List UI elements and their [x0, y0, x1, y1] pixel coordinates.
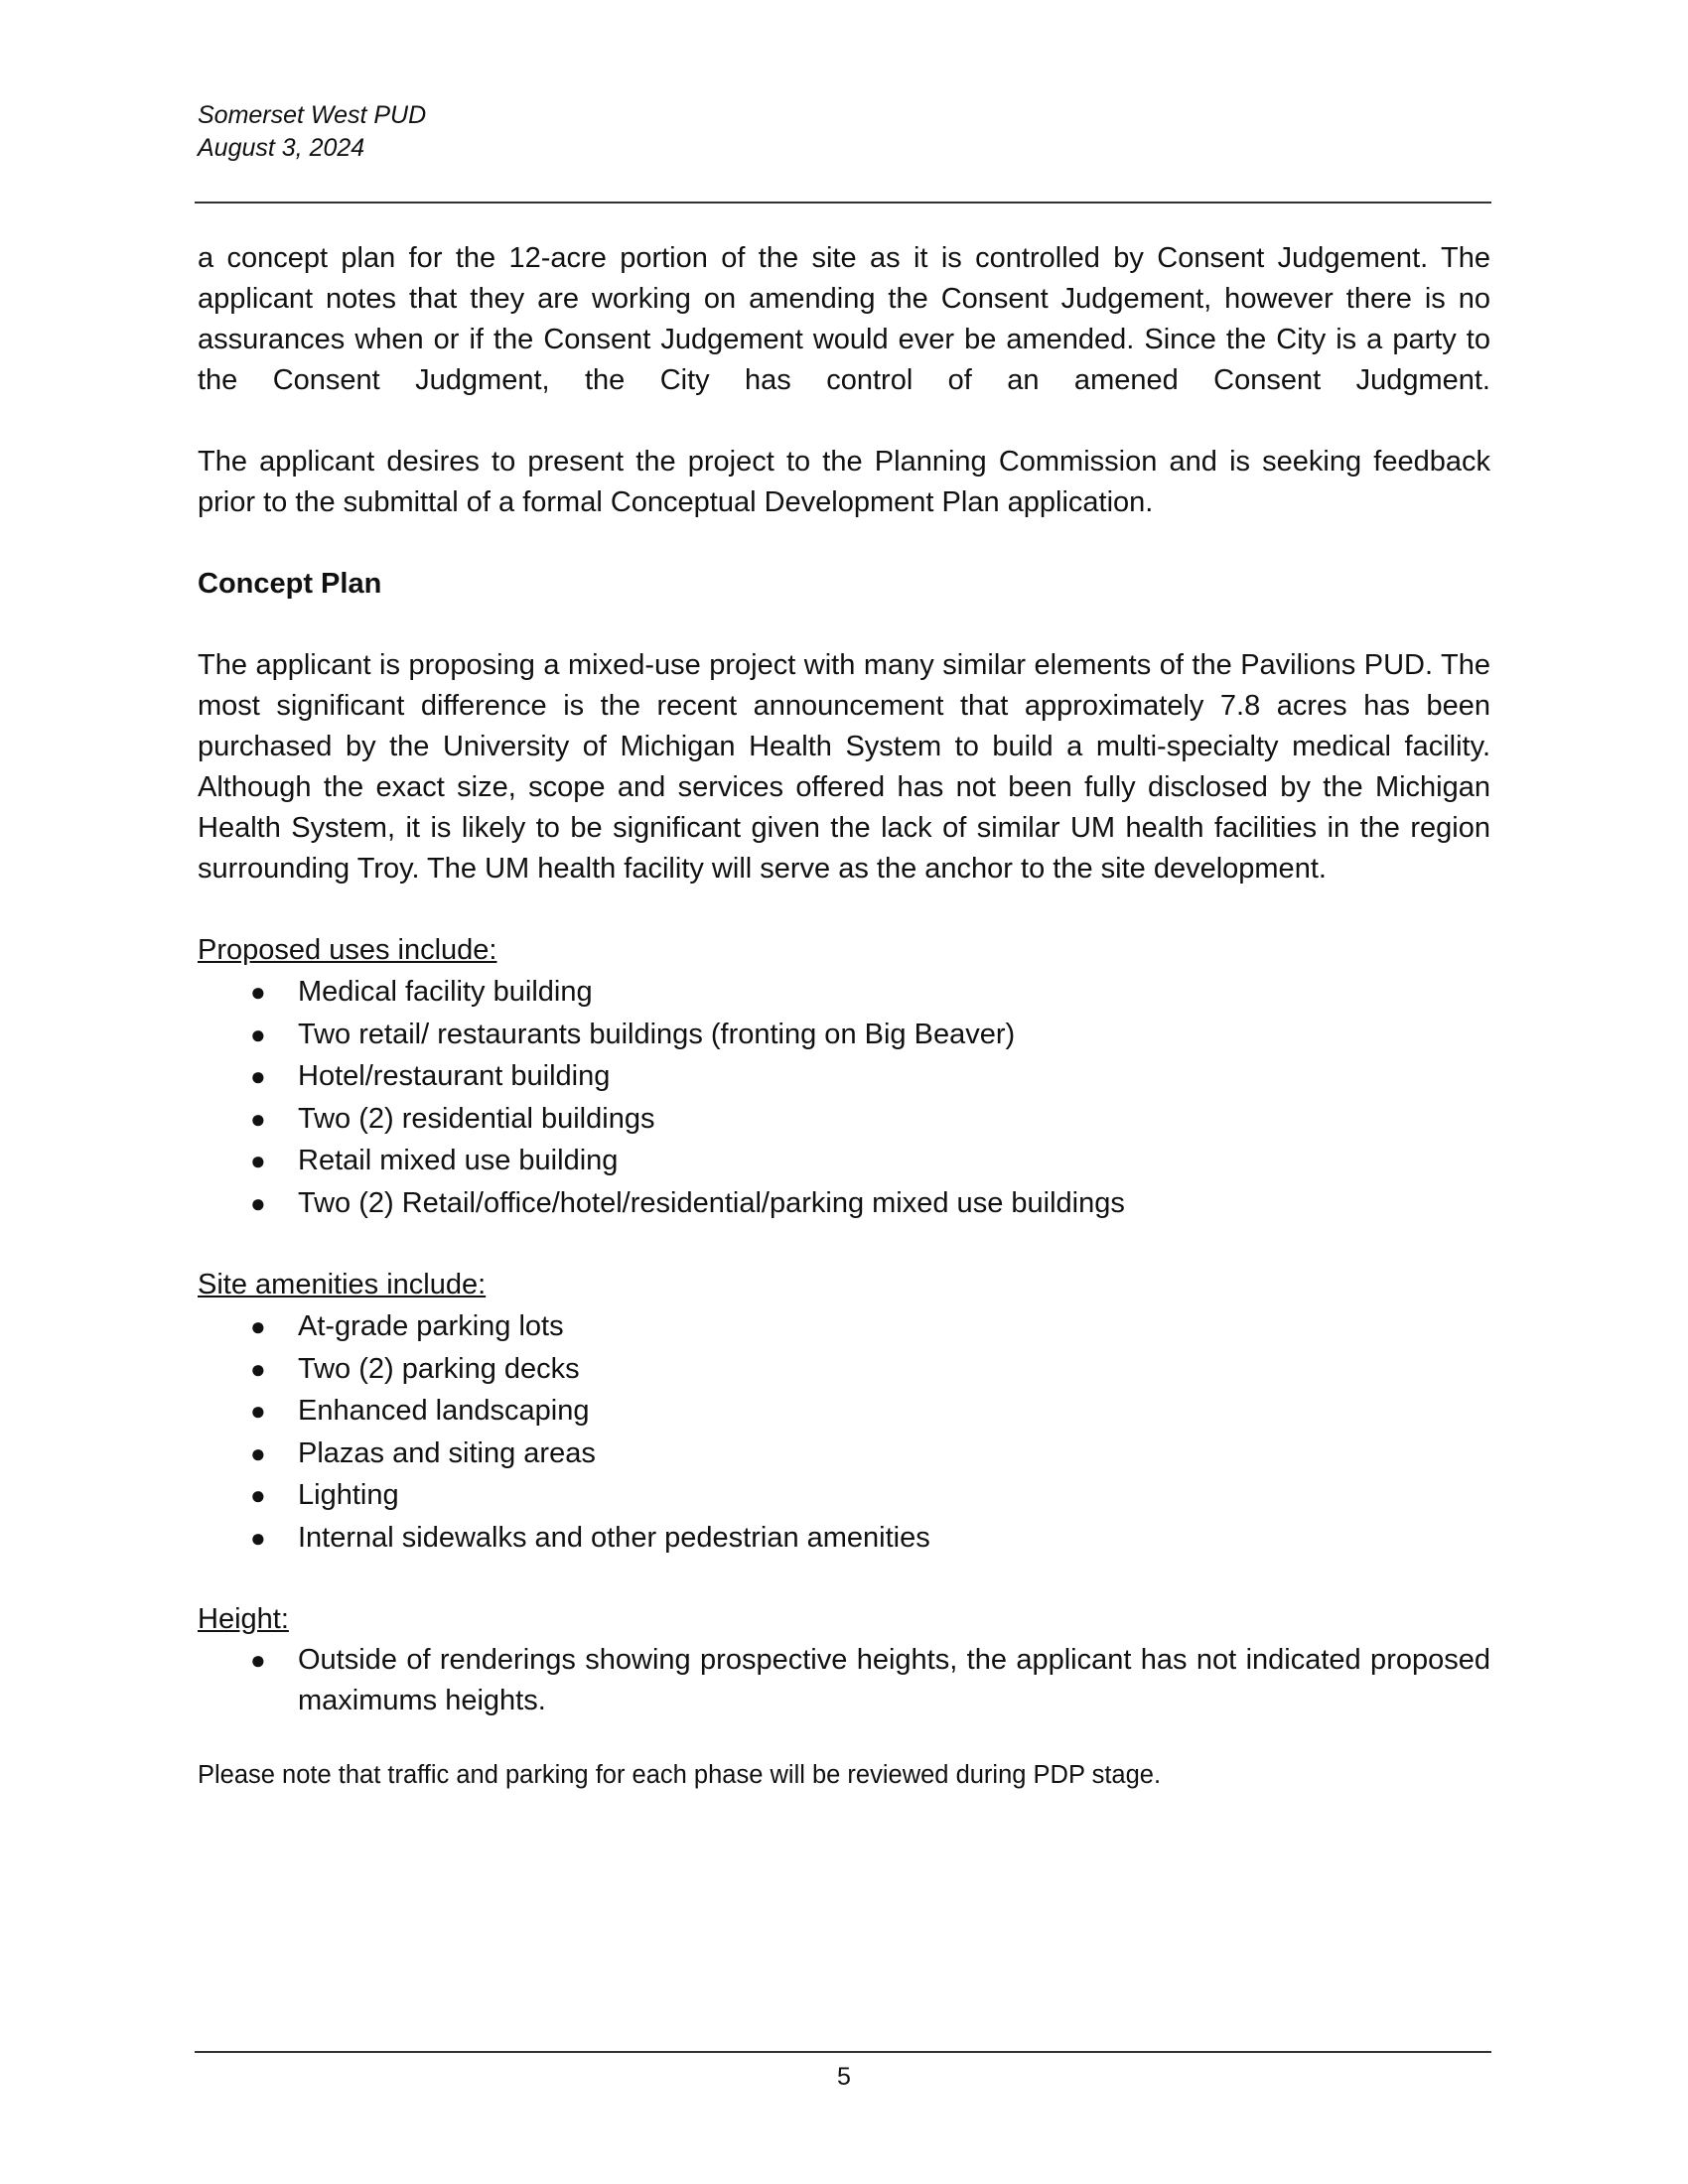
- bullet-icon: ●: [250, 1311, 266, 1341]
- site-amenities-label: Site amenities include:: [198, 1269, 487, 1300]
- list-item: [198, 1517, 1490, 1560]
- list-item: [198, 1140, 1490, 1182]
- list-item: [198, 1390, 1490, 1433]
- site-amenities-list: [198, 1305, 1490, 1559]
- list-item: [198, 1055, 1490, 1098]
- list-item: [198, 1348, 1490, 1391]
- list-item: [198, 1640, 1490, 1721]
- bullet-icon: ●: [250, 1187, 266, 1218]
- list-item: [198, 1433, 1490, 1475]
- bullet-icon: ●: [250, 1396, 266, 1426]
- paragraph-planning-commission: The applicant desires to present the project to the Planning Commission and is seeking feedback prior to the submittal of a formal Conceptual Development Plan application.: [198, 446, 1490, 518]
- header-project-name: Somerset West PUD: [198, 101, 427, 129]
- list-item: [198, 1305, 1490, 1348]
- bullet-icon: ●: [250, 1645, 266, 1675]
- bullet-icon: ●: [250, 1522, 266, 1553]
- bullet-icon: ●: [250, 1061, 266, 1091]
- list-item-text: Two (2) parking decks: [298, 1352, 580, 1385]
- list-item-text: Medical facility building: [298, 976, 593, 1008]
- list-item-text: Two retail/ restaurants buildings (fronting on Big Beaver): [298, 1018, 1016, 1050]
- paragraph-consent-judgement: a concept plan for the 12-acre portion of the site as it is controlled by Consent Judgement. The applicant notes that they are working on amending the Consent Judgement, however there is no assurances when or if the Consent Judgement would ever be amended. Since the City is a party to the Consent Judgment, the City has control of an amened Consent Judgment.: [198, 242, 1490, 396]
- bullet-icon: ●: [250, 1019, 266, 1049]
- height-label: Height:: [198, 1603, 289, 1635]
- proposed-uses-list: [198, 971, 1490, 1224]
- list-item: [198, 1098, 1490, 1141]
- page-body: [198, 238, 1490, 1792]
- section-heading-concept-plan: Concept Plan: [198, 568, 382, 600]
- list-item: [198, 1182, 1490, 1225]
- paragraph-concept-description: The applicant is proposing a mixed-use project with many similar elements of the Pavilions PUD. The most significant difference is the recent announcement that approximately 7.8 acres has been purchased by the University of Michigan Health System to build a multi-specialty medical facility. Although the exact size, scope and services offered has not been fully disclosed by the Michigan Health System, it is likely to be significant given the lack of similar UM health facilities in the region surrounding Troy. The UM health facility will serve as the anchor to the site development.: [198, 649, 1490, 885]
- bullet-icon: ●: [250, 1480, 266, 1510]
- list-item-text: Retail mixed use building: [298, 1145, 619, 1176]
- list-item-text: At-grade parking lots: [298, 1310, 564, 1342]
- bullet-icon: ●: [250, 1103, 266, 1134]
- proposed-uses-label: Proposed uses include:: [198, 934, 497, 966]
- traffic-parking-note: Please note that traffic and parking for each phase will be reviewed during PDP stage.: [198, 1761, 1162, 1789]
- list-item-text: Plazas and siting areas: [298, 1436, 596, 1469]
- bullet-icon: ●: [250, 1146, 266, 1175]
- bullet-icon: ●: [250, 977, 266, 1007]
- list-item-text: Hotel/restaurant building: [298, 1060, 611, 1092]
- list-item: [198, 1474, 1490, 1517]
- list-item-text: Enhanced landscaping: [298, 1395, 590, 1427]
- bullet-icon: ●: [250, 1353, 266, 1384]
- header-date: August 3, 2024: [198, 134, 365, 162]
- list-item-text: Lighting: [298, 1479, 399, 1511]
- height-list: [198, 1640, 1490, 1721]
- list-item: [198, 971, 1490, 1014]
- page-header: [198, 99, 426, 165]
- footer-divider: [195, 2051, 1491, 2053]
- header-divider: [195, 202, 1491, 204]
- list-item: [198, 1014, 1490, 1056]
- list-item-text: Internal sidewalks and other pedestrian amenities: [298, 1521, 930, 1554]
- bullet-icon: ●: [250, 1437, 266, 1468]
- page-number: 5: [837, 2063, 851, 2091]
- list-item-text: Two (2) Retail/office/hotel/residential/parking mixed use buildings: [298, 1186, 1125, 1219]
- list-item-text: Outside of renderings showing prospective heights, the applicant has not indicated proposed maximums heights.: [298, 1644, 1490, 1716]
- list-item-text: Two (2) residential buildings: [298, 1102, 655, 1135]
